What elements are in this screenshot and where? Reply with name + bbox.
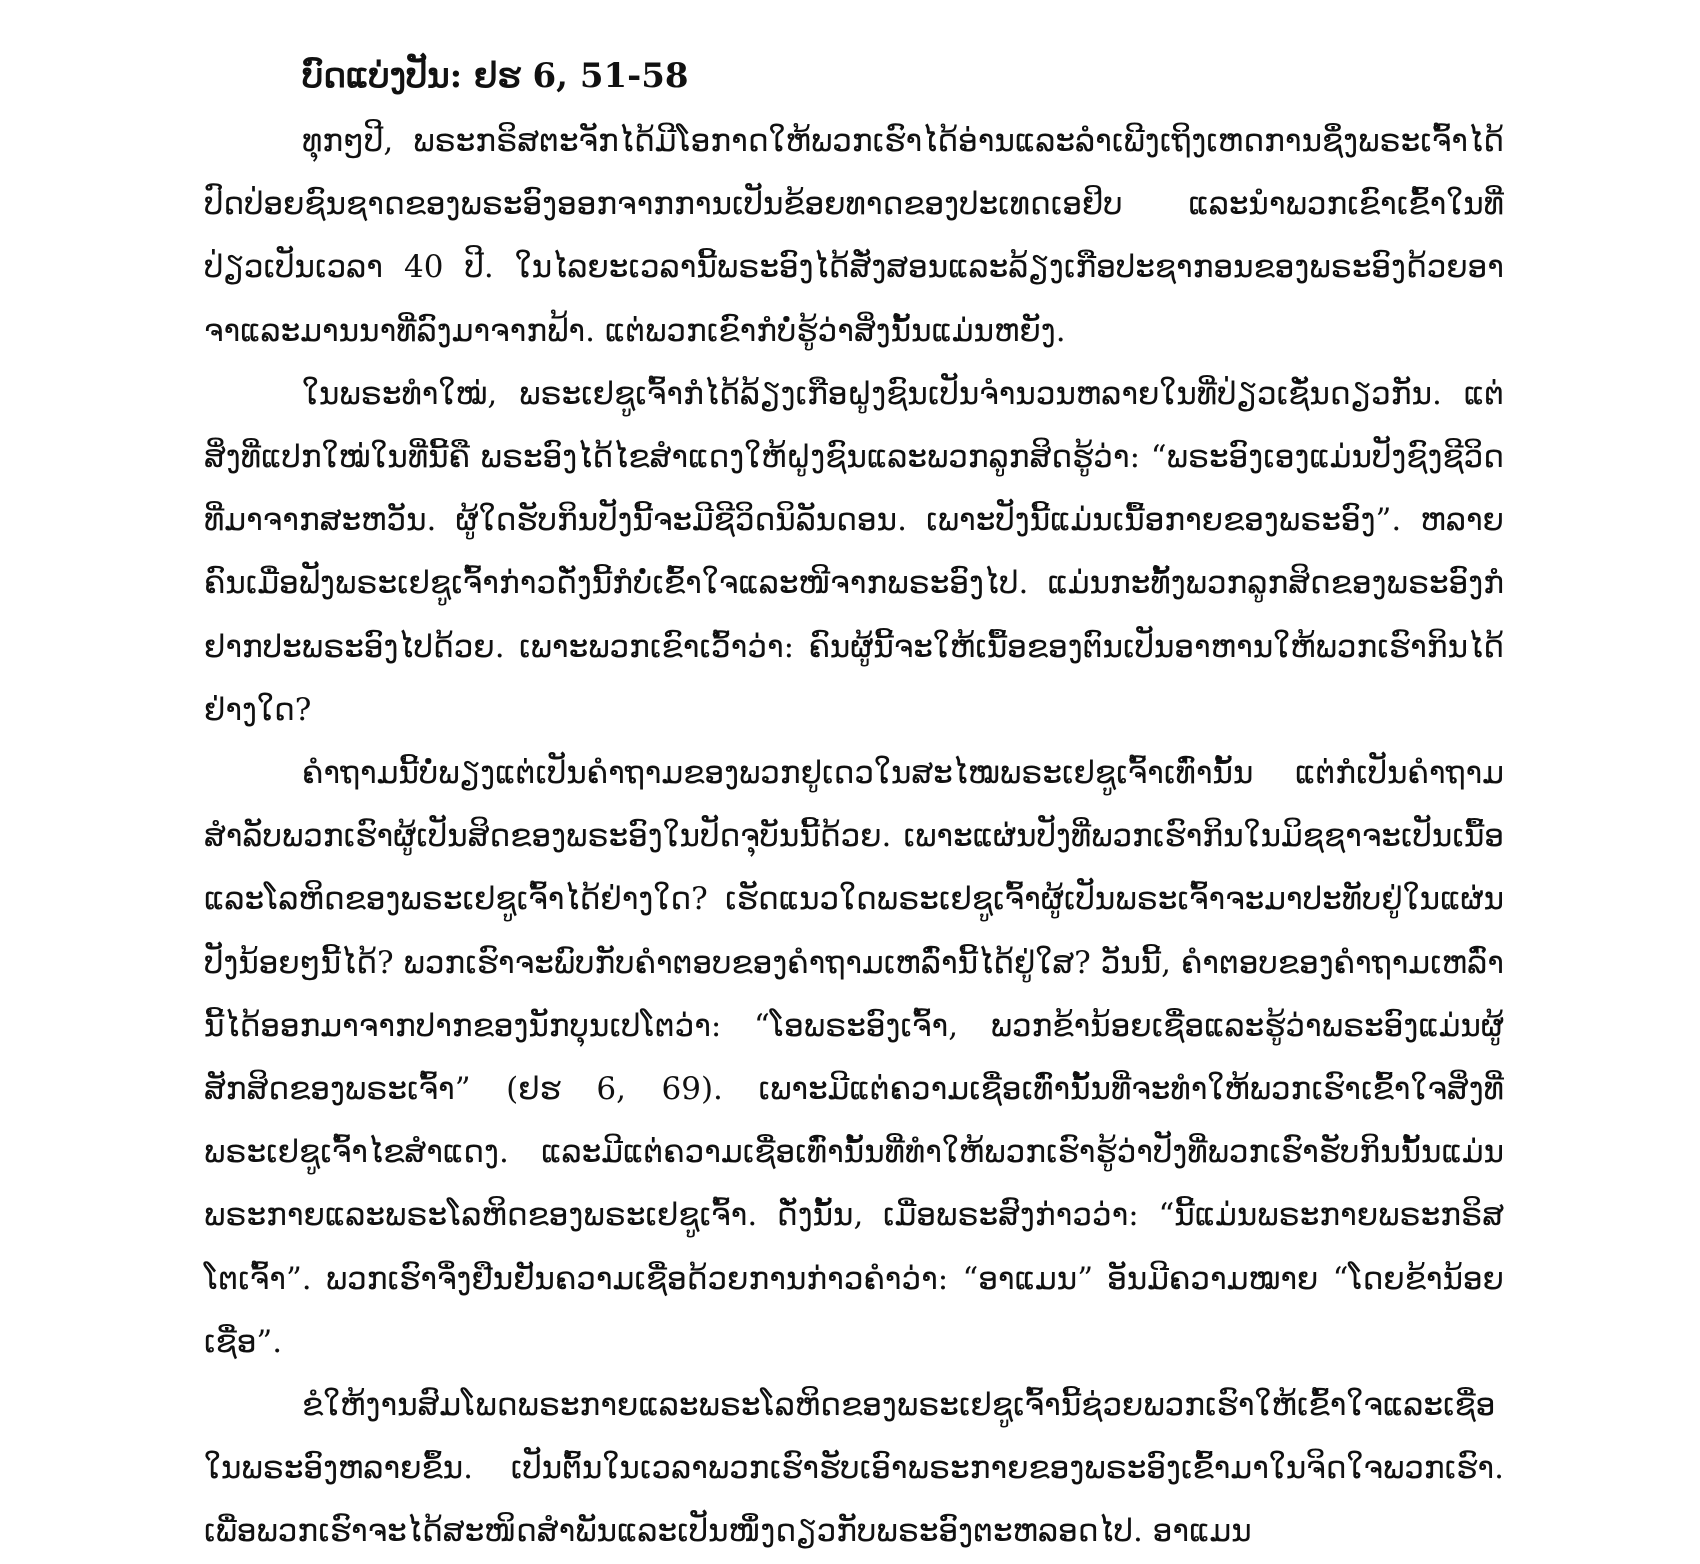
paragraph: ຄໍາຖາມນີ້ບໍ່ພຽງແຕ່ເປັນຄໍາຖາມຂອງພວກຢູເດວໃນສະໄໝພຣະເຢຊູເຈົ້າເທົ່ານັ້ນ ແຕ່ກໍເປັນຄໍາຖາມສໍາລັບພວກເຮົາຜູ້ເປັນສິດຂອງພຣະອົງໃນປັດຈຸບັນນີ້ດ້ວຍ. ເພາະແຜ່ນປັງທີ່ພວກເຮົາກິນໃນມິຊຊາຈະເປັນເນື້ອແລະໂລຫິດຂອງພຣະເຢຊູເຈົ້າໄດ້ຢ່າງໃດ? ເຮັດແນວໃດພຣະເຢຊູເຈົ້າຜູ້ເປັນພຣະເຈົ້າຈະມາປະທັບຢູ່ໃນແຜ່ນປັງນ້ອຍໆນີ້ໄດ້? ພວກເຮົາຈະພົບກັບຄໍາຕອບຂອງຄໍາຖາມເຫລົ່ານີ້ໄດ້ຢູ່ໃສ? ວັນນີ້, ຄໍາຕອບຂອງຄໍາຖາມເຫລົ່ານີ້ໄດ້ອອກມາຈາກປາກຂອງນັກບຸນເປໂຕວ່າ: “ໂອພຣະອົງເຈົ້າ, ພວກຂ້ານ້ອຍເຊື່ອແລະຮູ້ວ່າພຣະອົງແມ່ນຜູ້ສັກສິດຂອງພຣະເຈົ້າ” (ຢຮ 6, 69). ເພາະມີແຕ່ຄວາມເຊື່ອເທົ່ານັ້ນທີ່ຈະທໍາໃຫ້ພວກເຮົາເຂົ້າໃຈສິ່ງທີ່ພຣະເຢຊູເຈົ້າໄຂສໍາແດງ. ແລະມີແຕ່ຄວາມເຊື່ອເທົ່ານັ້ນທີ່ທໍາໃຫ້ພວກເຮົາຮູ້ວ່າປັງທີ່ພວກເຮົາຮັບກິນນັ້ນແມ່ນພຣະກາຍແລະພຣະໂລຫິດຂອງພຣະເຢຊູເຈົ້າ. ດັ່ງນັ້ນ, ເມື່ອພຣະສົງກ່າວວ່າ: “ນີ້ແມ່ນພຣະກາຍພຣະກຣິສໂຕເຈົ້າ”. ພວກເຮົາຈຶ່ງຢືນຢັນຄວາມເຊື່ອດ້ວຍການກ່າວຄໍາວ່າ: “ອາແມນ” ອັນມີຄວາມໝາຍ “ໂດຍຂ້ານ້ອຍເຊື່ອ”.: [204, 755, 1504, 1360]
paragraph: ຂໍໃຫ້ງານສົມໂພດພຣະກາຍແລະພຣະໂລຫິດຂອງພຣະເຢຊູເຈົ້ານີ້ຊ່ວຍພວກເຮົາໃຫ້ເຂົ້າໃຈແລະເຊື່ອໃນພຣະອົງຫລາຍຂຶ້ນ. ເປັນຕົ້ນໃນເວລາພວກເຮົາຮັບເອົາພຣະກາຍຂອງພຣະອົງເຂົ້າມາໃນຈິດໃຈພວກເຮົາ. ເພື່ອພວກເຮົາຈະໄດ້ສະໜິດສໍາພັນແລະເປັນໜຶ່ງດຽວກັບພຣະອົງຕະຫລອດໄປ. ອາແມນ: [204, 1387, 1504, 1550]
paragraph: ໃນພຣະທໍາໃໝ່, ພຣະເຢຊູເຈົ້າກໍໄດ້ລ້ຽງເກືອຝູງຊົນເປັນຈໍານວນຫລາຍໃນທີ່ປ່ຽວເຊັ່ນດຽວກັນ. ແຕ່ສິ່ງທີ່ແປກໃໝ່ໃນທີ່ນີ້ຄື ພຣະອົງໄດ້ໄຂສໍາແດງໃຫ້ຝູງຊົນແລະພວກລູກສິດຮູ້ວ່າ: “ພຣະອົງເອງແມ່ນປັງຊົງຊີວິດທີ່ມາຈາກສະຫວັນ. ຜູ້ໃດຮັບກິນປັງນີ້ຈະມີຊີວິດນິລັນດອນ. ເພາະປັງນີ້ແມ່ນເນື້ອກາຍຂອງພຣະອົງ”. ຫລາຍຄົນເມື່ອຟັງພຣະເຢຊູເຈົ້າກ່າວດັ່ງນີ້ກໍບໍ່ເຂົ້າໃຈແລະໜີຈາກພຣະອົງໄປ. ແມ່ນກະທັ້ງພວກລູກສິດຂອງພຣະອົງກໍຢາກປະພຣະອົງໄປດ້ວຍ. ເພາະພວກເຂົາເວົ້າວ່າ: ຄົນຜູ້ນີ້ຈະໃຫ້ເນື້ອຂອງຕົນເປັນອາຫານໃຫ້ພວກເຮົາກິນໄດ້ຢ່າງໃດ?: [204, 375, 1504, 728]
paragraph: ທຸກໆປີ, ພຣະກຣິສຕະຈັກໄດ້ມີໂອກາດໃຫ້ພວກເຮົາໄດ້ອ່ານແລະລໍາເພີງເຖິງເຫດການຊຶ່ງພຣະເຈົ້າໄດ້ປົດປ່ອຍຊົນຊາດຂອງພຣະອົງອອກຈາກການເປັນຂ້ອຍທາດຂອງປະເທດເອຢິບ ແລະນໍາພວກເຂົາເຂົ້າໃນທີ່ປ່ຽວເປັນເວລາ 40 ປີ. ໃນໄລຍະເວລານີ້ພຣະອົງໄດ້ສັ່ງສອນແລະລ້ຽງເກືອປະຊາກອນຂອງພຣະອົງດ້ວຍອາຈາແລະມານນາທີ່ລົງມາຈາກຟ້າ. ແຕ່ພວກເຂົາກໍບໍ່ຮູ້ວ່າສິ່ງນັ້ນແມ່ນຫຍັງ.: [204, 123, 1504, 349]
document-title: ບົດແບ່ງປັນ: ຢຮ 6, 51-58: [302, 56, 689, 96]
document-body: [204, 110, 1504, 1564]
